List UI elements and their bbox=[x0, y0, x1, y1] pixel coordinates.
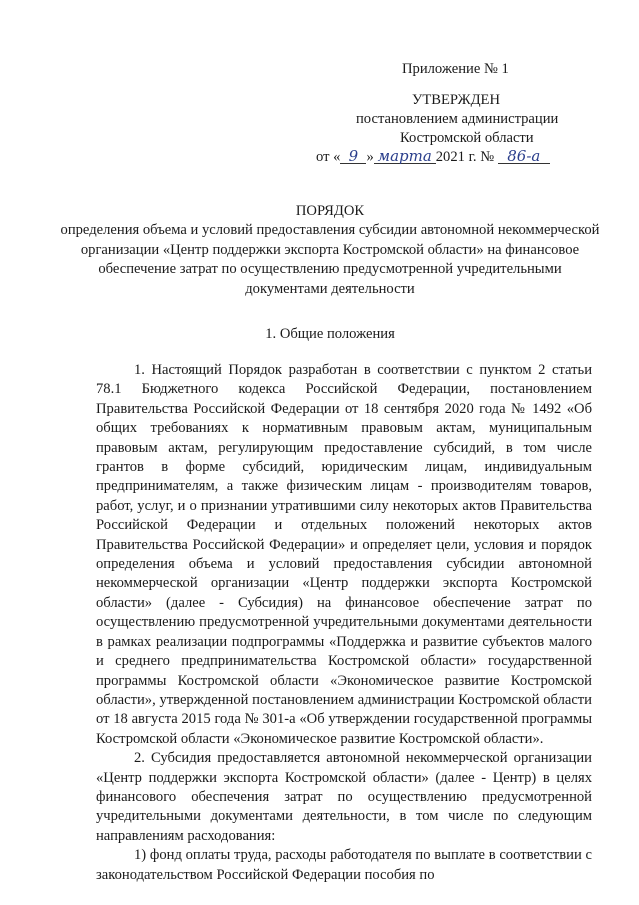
document-subtitle: определения объема и условий предоставления субсидии автономной некоммерческой организации «Центр поддержки экспорта Костромской области» на финансовое обеспечение затрат по осуществлению предусмотренной учредительными документами деятельности bbox=[60, 222, 600, 297]
paragraph-1: 1. Настоящий Порядок разработан в соответствии с пунктом 2 статьи 78.1 Бюджетного кодекса Российской Федерации, постановлением Правительства Российской Федерации от 18 сентября 2020 года № 1492 «Об общих требованиях к нормативным правовым актам, муниципальным правовым актам, регулирующим предоставление субсидий, в том числе грантов в форме субсидий, юридическим лицам, индивидуальным предпринимателям, а также физическим лицам - производителям товаров, работ, услуг, и о признании утратившими силу некоторых актов Правительства Российской Федерации и отдельных положений некоторых актов Правительства Российской Федерации» и определяет цели, условия и порядок определения объема и условий предоставления субсидии автономной некоммерческой организации «Центр поддержки экспорта Костромской области» (далее - Субсидия) на финансовое обеспечение затрат по осуществлению предусмотренной учредительными документами деятельности в рамках реализации подпрограммы «Поддержка и развитие субъектов малого и среднего предпринимательства Костромской области» государственной программы Костромской области «Экономическое развитие Костромской области», утвержденной постановлением администрации Костромской области от 18 августа 2015 года № 301-а «Об утверждении государственной программы Костромской области «Экономическое развитие Костромской области». bbox=[96, 362, 592, 747]
appendix-label: Приложение № 1 bbox=[402, 61, 509, 77]
document-title-block bbox=[60, 202, 600, 299]
approval-authority-line: постановлением администрации bbox=[356, 111, 559, 127]
document-heading: ПОРЯДОК bbox=[295, 203, 365, 219]
date-month: марта bbox=[374, 149, 436, 164]
approval-block bbox=[300, 60, 620, 167]
date-year: 2021 г. № bbox=[435, 149, 495, 165]
date-day: 9 bbox=[340, 149, 366, 164]
paragraph-2: 2. Субсидия предоставляется автономной некоммерческой организации «Центр поддержки экспорта Костромской области» (далее - Центр) в целях финансового обеспечения затрат по осуществлению предусмотренной учредительными документами деятельности, в том числе по следующим направлениям расходования: bbox=[96, 750, 592, 844]
approved-label: УТВЕРЖДЕН bbox=[412, 92, 500, 108]
paragraph-3: 1) фонд оплаты труда, расходы работодателя по выплате в соответствии с законодательством Российской Федерации пособия по bbox=[96, 847, 592, 883]
document-body bbox=[96, 361, 592, 885]
date-number: 86-а bbox=[498, 149, 550, 164]
approval-date-line bbox=[300, 148, 620, 167]
date-prefix: от « bbox=[316, 149, 341, 165]
date-mid: » bbox=[366, 149, 374, 165]
section-heading: 1. Общие положения bbox=[265, 326, 395, 342]
approval-region-line: Костромской области bbox=[400, 130, 534, 146]
